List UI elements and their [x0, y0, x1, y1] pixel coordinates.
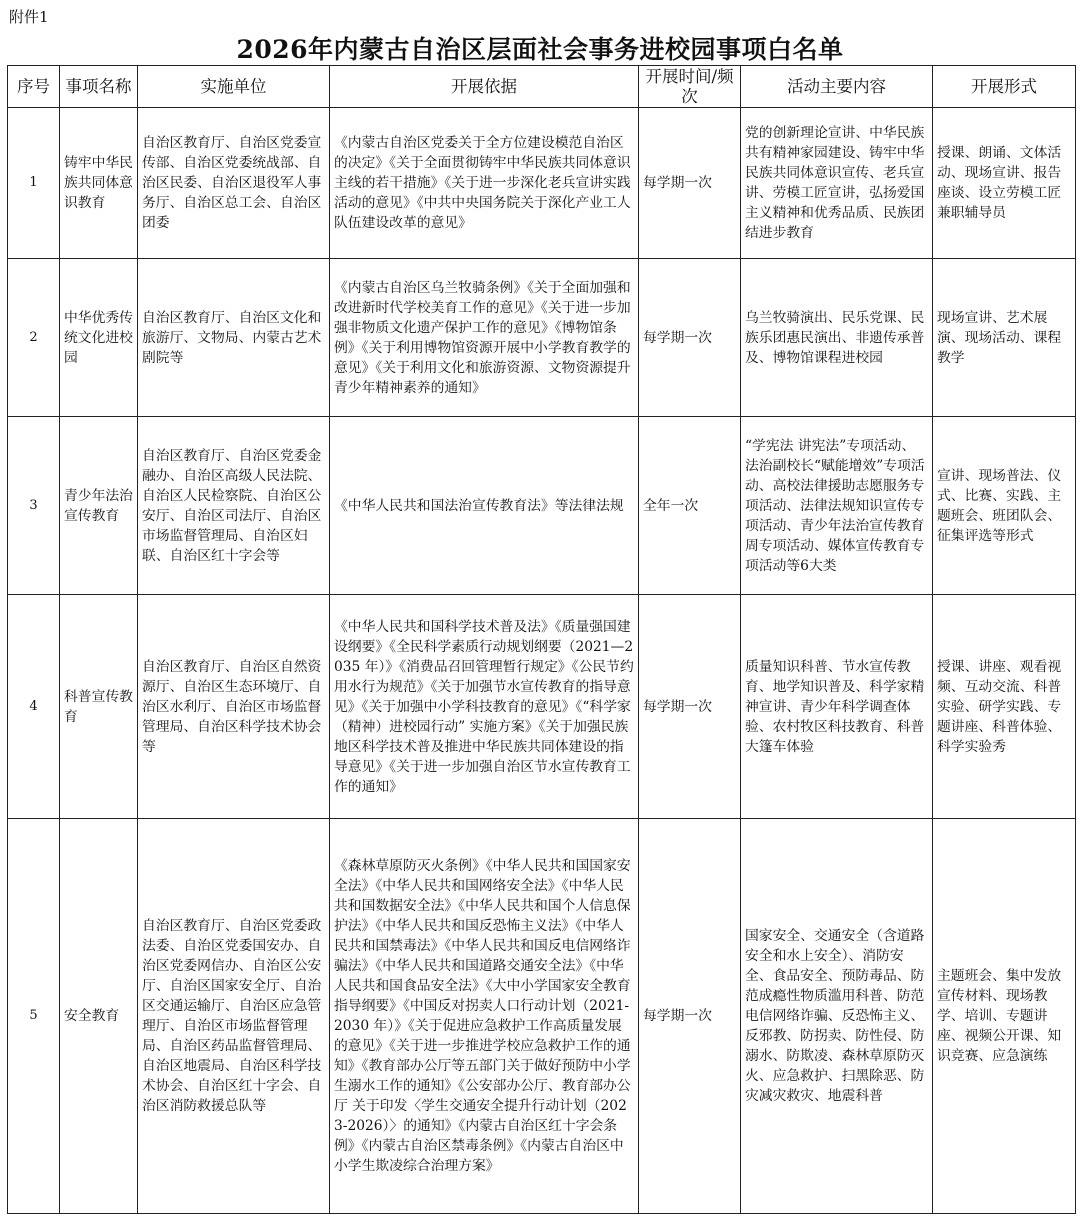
header-content: 活动主要内容 — [741, 66, 933, 108]
cell-time: 每学期一次 — [639, 259, 741, 417]
table-row — [8, 259, 1076, 417]
cell-name: 青少年法治宣传教育 — [60, 417, 138, 595]
table-row — [8, 595, 1076, 819]
header-name: 事项名称 — [60, 66, 138, 108]
table-header — [8, 66, 1076, 108]
table-row — [8, 819, 1076, 1214]
document-title: 2026年内蒙古自治区层面社会事务进校园事项白名单 — [236, 35, 844, 64]
header-time: 开展时间/频次 — [639, 66, 741, 108]
cell-time: 每学期一次 — [639, 819, 741, 1214]
cell-content: “学宪法 讲宪法”专项活动、法治副校长“赋能增效”专项活动、高校法律援助志愿服务专项活动、法律法规知识宣传专项活动、青少年法治宣传教育周专项活动、媒体宣传教育专项活动等6大类 — [741, 417, 933, 595]
cell-seq: 1 — [8, 108, 60, 259]
cell-name: 铸牢中华民族共同体意识教育 — [60, 108, 138, 259]
header-unit: 实施单位 — [138, 66, 330, 108]
table-row — [8, 108, 1076, 259]
header-seq: 序号 — [8, 66, 60, 108]
cell-basis: 《内蒙古自治区乌兰牧骑条例》《关于全面加强和改进新时代学校美育工作的意见》《关于进一步加强非物质文化遗产保护工作的意见》《博物馆条例》《关于利用博物馆资源开展中小学教育教学的意见》《关于利用文化和旅游资源、文物资源提升青少年精神素养的通知》 — [330, 259, 639, 417]
cell-time: 全年一次 — [639, 417, 741, 595]
cell-seq: 5 — [8, 819, 60, 1214]
cell-content: 国家安全、交通安全（含道路安全和水上安全）、消防安全、食品安全、预防毒品、防范成瘾性物质滥用科普、防范电信网络诈骗、反恐怖主义、反邪教、防拐卖、防性侵、防溺水、防欺凌、森林草原防灭火、应急救护、扫黑除恶、防灾减灾救灾、地震科普 — [741, 819, 933, 1214]
cell-content: 党的创新理论宣讲、中华民族共有精神家园建设、铸牢中华民族共同体意识宣传、老兵宣讲、劳模工匠宣讲，弘扬爱国主义精神和优秀品质、民族团结进步教育 — [741, 108, 933, 259]
cell-content: 乌兰牧骑演出、民乐党课、民族乐团惠民演出、非遗传承普及、博物馆课程进校园 — [741, 259, 933, 417]
cell-basis: 《内蒙古自治区党委关于全方位建设模范自治区的决定》《关于全面贯彻铸牢中华民族共同体意识主线的若干措施》《关于进一步深化老兵宣讲实践活动的意见》《中共中央国务院关于深化产业工人队伍建设改革的意见》 — [330, 108, 639, 259]
cell-seq: 3 — [8, 417, 60, 595]
cell-basis: 《中华人民共和国法治宣传教育法》等法律法规 — [330, 417, 639, 595]
cell-time: 每学期一次 — [639, 108, 741, 259]
cell-time: 每学期一次 — [639, 595, 741, 819]
cell-form: 主题班会、集中发放宣传材料、现场教学、培训、专题讲座、视频公开课、知识竞赛、应急演练 — [933, 819, 1076, 1214]
cell-name: 安全教育 — [60, 819, 138, 1214]
table-row — [8, 417, 1076, 595]
cell-unit: 自治区教育厅、自治区党委政法委、自治区党委国安办、自治区党委网信办、自治区公安厅、自治区国家安全厅、自治区交通运输厅、自治区应急管理厅、自治区市场监督管理局、自治区药品监督管理局、自治区地震局、自治区科学技术协会、自治区红十字会、自治区消防救援总队等 — [138, 819, 330, 1214]
header-row — [8, 66, 1076, 108]
cell-unit: 自治区教育厅、自治区党委金融办、自治区高级人民法院、自治区人民检察院、自治区公安厅、自治区司法厅、自治区市场监督管理局、自治区妇联、自治区红十字会等 — [138, 417, 330, 595]
cell-unit: 自治区教育厅、自治区自然资源厅、自治区生态环境厅、自治区水利厅、自治区市场监督管理局、自治区科学技术协会等 — [138, 595, 330, 819]
cell-basis: 《中华人民共和国科学技术普及法》《质量强国建设纲要》《全民科学素质行动规划纲要（2021—2035 年）》《消费品召回管理暂行规定》《公民节约用水行为规范》《关于加强节水宣传教育的指导意见》《关于加强中小学科技教育的意见》《“科学家（精神）进校园行动” 实施方案》《关于加强民族地区科学技术普及推进中华民族共同体建设的指导意见》《关于进一步加强自治区节水宣传教育工作的通知》 — [330, 595, 639, 819]
cell-name: 科普宣传教育 — [60, 595, 138, 819]
cell-content: 质量知识科普、节水宣传教育、地学知识普及、科学家精神宣讲、青少年科学调查体验、农村牧区科技教育、科普大篷车体验 — [741, 595, 933, 819]
cell-form: 宣讲、现场普法、仪式、比赛、实践、主题班会、班团队会、征集评选等形式 — [933, 417, 1076, 595]
cell-unit: 自治区教育厅、自治区党委宣传部、自治区党委统战部、自治区民委、自治区退役军人事务厅、自治区总工会、自治区团委 — [138, 108, 330, 259]
whitelist-table — [7, 65, 1076, 1214]
cell-form: 授课、朗诵、文体活动、现场宣讲、报告座谈、设立劳模工匠兼职辅导员 — [933, 108, 1076, 259]
cell-seq: 4 — [8, 595, 60, 819]
cell-form: 现场宣讲、艺术展演、现场活动、课程教学 — [933, 259, 1076, 417]
attachment-label: 附件1 — [9, 8, 49, 26]
cell-name: 中华优秀传统文化进校园 — [60, 259, 138, 417]
cell-unit: 自治区教育厅、自治区文化和旅游厅、文物局、内蒙古艺术剧院等 — [138, 259, 330, 417]
cell-basis: 《森林草原防灭火条例》《中华人民共和国国家安全法》《中华人民共和国网络安全法》《中华人民共和国数据安全法》《中华人民共和国个人信息保护法》《中华人民共和国反恐怖主义法》《中华人民共和国禁毒法》《中华人民共和国反电信网络诈骗法》《中华人民共和国道路交通安全法》《中华人民共和国食品安全法》《大中小学国家安全教育指导纲要》《中国反对拐卖人口行动计划（2021-2030 年）》《关于促进应急救护工作高质量发展的意见》《关于进一步推进学校应急救护工作的通知》《教育部办公厅等五部门关于做好预防中小学生溺水工作的通知》《公安部办公厅、教育部办公厅 关于印发〈学生交通安全提升行动计划（2023-2026）〉的通知》《内蒙古自治区红十字会条例》《内蒙古自治区禁毒条例》《内蒙古自治区中小学生欺凌综合治理方案》 — [330, 819, 639, 1214]
table-body — [8, 108, 1076, 1214]
header-form: 开展形式 — [933, 66, 1076, 108]
cell-seq: 2 — [8, 259, 60, 417]
cell-form: 授课、讲座、观看视频、互动交流、科普实验、研学实践、专题讲座、科普体验、科学实验秀 — [933, 595, 1076, 819]
header-basis: 开展依据 — [330, 66, 639, 108]
